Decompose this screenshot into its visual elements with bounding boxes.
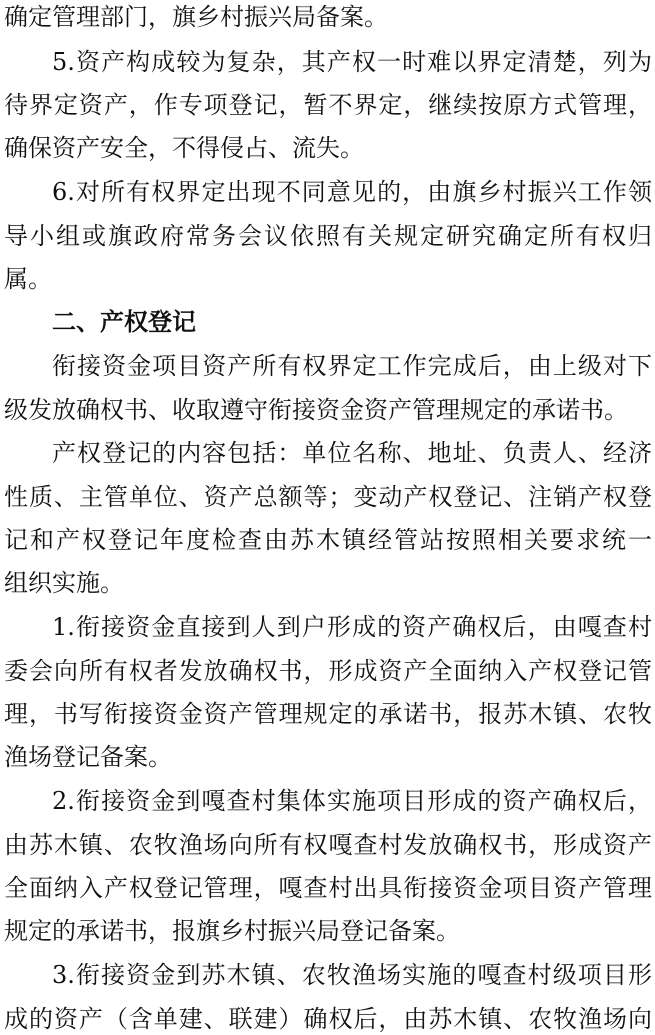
paragraph-line: 记和产权登记年度检查由苏木镇经管站按照相关要求统一 [4,526,652,554]
paragraph-line: 规定的承诺书，报旗乡村振兴局登记备案。 [4,917,460,945]
paragraph-line: 5.资产构成较为复杂，其产权一时难以界定清楚，列为 [52,48,652,76]
paragraph-line: 6.对所有权界定出现不同意见的，由旗乡村振兴工作领 [52,178,652,206]
paragraph-line: 级发放确权书、收取遵守衔接资金资产管理规定的承诺书。 [4,396,628,424]
paragraph-line: 属。 [4,265,52,293]
paragraph-line: 确定管理部门，旗乡村振兴局备案。 [4,3,388,31]
paragraph-line: 确保资产安全，不得侵占、流失。 [4,134,364,162]
paragraph-line: 委会向所有权者发放确权书，形成资产全面纳入产权登记管 [4,657,652,685]
paragraph-line: 衔接资金项目资产所有权界定工作完成后，由上级对下 [52,352,652,380]
section-heading: 二、产权登记 [52,308,196,336]
paragraph-line: 全面纳入产权登记管理，嘎查村出具衔接资金项目资产管理 [4,874,652,902]
paragraph-line: 1.衔接资金直接到人到户形成的资产确权后，由嘎查村 [52,613,652,641]
paragraph-line: 产权登记的内容包括：单位名称、地址、负责人、经济 [52,439,652,467]
paragraph-line: 由苏木镇、农牧渔场向所有权嘎查村发放确权书，形成资产 [4,831,652,859]
paragraph-line: 待界定资产，作专项登记，暂不界定，继续按原方式管理， [4,91,652,119]
paragraph-line: 导小组或旗政府常务会议依照有关规定研究确定所有权归 [4,222,652,250]
paragraph-line: 3.衔接资金到苏木镇、农牧渔场实施的嘎查村级项目形 [52,961,652,989]
paragraph-line: 2.衔接资金到嘎查村集体实施项目形成的资产确权后， [52,787,652,815]
paragraph-line: 渔场登记备案。 [4,743,172,771]
paragraph-line: 组织实施。 [4,569,124,597]
paragraph-line: 理，书写衔接资金资产管理规定的承诺书，报苏木镇、农牧 [4,700,652,728]
paragraph-line: 性质、主管单位、资产总额等；变动产权登记、注销产权登 [4,483,652,511]
paragraph-line: 成的资产（含单建、联建）确权后，由苏木镇、农牧渔场向 [4,1005,652,1033]
